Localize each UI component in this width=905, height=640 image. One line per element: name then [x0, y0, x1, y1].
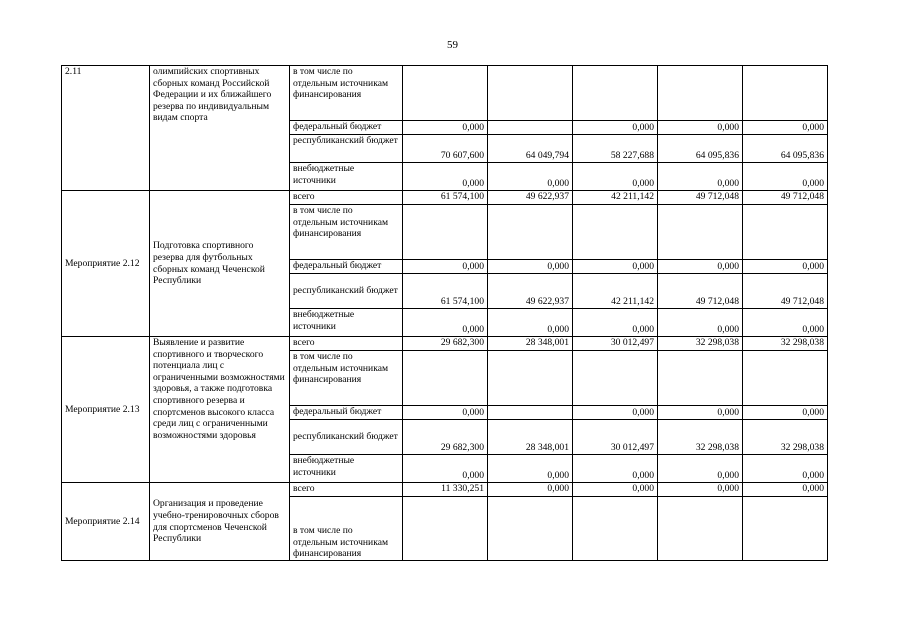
- source-label: республиканский бюджет: [290, 274, 403, 309]
- value-cell: 0,000: [403, 121, 488, 135]
- page-number: 59: [447, 39, 458, 51]
- value-cell: 49 622,937: [488, 274, 573, 309]
- value-cell: 49 712,048: [658, 274, 743, 309]
- source-label: внебюджетные источники: [290, 163, 403, 191]
- value-cell: 30 012,497: [573, 420, 658, 455]
- measure-name: Подготовка спортивного резерва для футбольных сборных команд Чеченской Республики: [150, 191, 290, 337]
- value-cell: 0,000: [488, 260, 573, 274]
- source-label: республиканский бюджет: [290, 420, 403, 455]
- value-cell: 0,000: [658, 260, 743, 274]
- value-cell: 0,000: [403, 309, 488, 337]
- measure-code: 2.11: [62, 66, 150, 191]
- value-cell: 0,000: [658, 455, 743, 483]
- source-label: всего: [290, 483, 403, 497]
- measure-name: Выявление и развитие спортивного и творческого потенциала лиц с ограниченными возможностями здоровья, а также подготовка спортивного резерва и спортсменов высокого класса среди лиц с ограниченными возможностями здоровья: [150, 337, 290, 483]
- value-cell: 70 607,600: [403, 135, 488, 163]
- value-cell: 0,000: [658, 483, 743, 497]
- value-cell: 0,000: [573, 121, 658, 135]
- value-cell: 29 682,300: [403, 337, 488, 351]
- value-cell: 0,000: [403, 260, 488, 274]
- value-cell: 29 682,300: [403, 420, 488, 455]
- value-cell: 0,000: [403, 406, 488, 420]
- measure-code: Мероприятие 2.12: [62, 191, 150, 337]
- value-cell: 64 095,836: [743, 135, 828, 163]
- value-cell: 32 298,038: [658, 420, 743, 455]
- value-cell: 0,000: [743, 260, 828, 274]
- budget-table: [61, 65, 828, 561]
- value-cell: 0,000: [488, 483, 573, 497]
- value-cell: 0,000: [743, 406, 828, 420]
- value-cell: 28 348,001: [488, 420, 573, 455]
- measure-name: Организация и проведение учебно-тренировочных сборов для спортсменов Чеченской Республики: [150, 483, 290, 561]
- value-cell: 42 211,142: [573, 191, 658, 205]
- value-cell: 0,000: [573, 455, 658, 483]
- source-label: республиканский бюджет: [290, 135, 403, 163]
- value-cell: 49 622,937: [488, 191, 573, 205]
- value-cell: 42 211,142: [573, 274, 658, 309]
- value-cell: 32 298,038: [658, 337, 743, 351]
- value-cell: 0,000: [488, 309, 573, 337]
- value-cell: 0,000: [573, 483, 658, 497]
- value-cell: 30 012,497: [573, 337, 658, 351]
- measure-code: Мероприятие 2.14: [62, 483, 150, 561]
- table-row: [62, 191, 828, 205]
- value-cell: 49 712,048: [658, 191, 743, 205]
- source-label: в том числе по отдельным источникам финансирования: [290, 497, 403, 561]
- source-label: федеральный бюджет: [290, 406, 403, 420]
- value-cell: 0,000: [403, 163, 488, 191]
- value-cell: 0,000: [743, 309, 828, 337]
- value-cell: 0,000: [488, 163, 573, 191]
- source-label: внебюджетные источники: [290, 455, 403, 483]
- table-row: [62, 483, 828, 497]
- value-cell: 58 227,688: [573, 135, 658, 163]
- value-cell: 32 298,038: [743, 337, 828, 351]
- value-cell: 0,000: [573, 309, 658, 337]
- value-cell: 0,000: [658, 406, 743, 420]
- value-cell: 0,000: [573, 406, 658, 420]
- measure-name: олимпийских спортивных сборных команд Российской Федерации и их ближайшего резерва по индивидуальным видам спорта: [150, 66, 290, 191]
- source-label: внебюджетные источники: [290, 309, 403, 337]
- source-label: в том числе по отдельным источникам финансирования: [290, 351, 403, 406]
- value-cell: 49 712,048: [743, 274, 828, 309]
- value-cell: 0,000: [573, 260, 658, 274]
- value-cell: 28 348,001: [488, 337, 573, 351]
- value-cell: 0,000: [743, 483, 828, 497]
- source-label: всего: [290, 191, 403, 205]
- table-row: [62, 66, 828, 121]
- value-cell: 0,000: [488, 455, 573, 483]
- value-cell: 0,000: [658, 163, 743, 191]
- value-cell: [488, 121, 573, 135]
- value-cell: 0,000: [743, 455, 828, 483]
- value-cell: 61 574,100: [403, 191, 488, 205]
- value-cell: 0,000: [658, 309, 743, 337]
- source-label: федеральный бюджет: [290, 260, 403, 274]
- value-cell: 0,000: [658, 121, 743, 135]
- table-row: [62, 337, 828, 351]
- value-cell: 61 574,100: [403, 274, 488, 309]
- value-cell: 64 049,794: [488, 135, 573, 163]
- value-cell: 64 095,836: [658, 135, 743, 163]
- value-cell: 11 330,251: [403, 483, 488, 497]
- source-label: федеральный бюджет: [290, 121, 403, 135]
- source-label: всего: [290, 337, 403, 351]
- value-cell: 49 712,048: [743, 191, 828, 205]
- value-cell: 0,000: [743, 121, 828, 135]
- value-cell: 0,000: [573, 163, 658, 191]
- value-cell: 0,000: [403, 455, 488, 483]
- value-cell: 32 298,038: [743, 420, 828, 455]
- value-cell: 0,000: [743, 163, 828, 191]
- measure-code: Мероприятие 2.13: [62, 337, 150, 483]
- source-label: в том числе по отдельным источникам финансирования: [290, 66, 403, 121]
- source-label: в том числе по отдельным источникам финансирования: [290, 205, 403, 260]
- value-cell: [488, 406, 573, 420]
